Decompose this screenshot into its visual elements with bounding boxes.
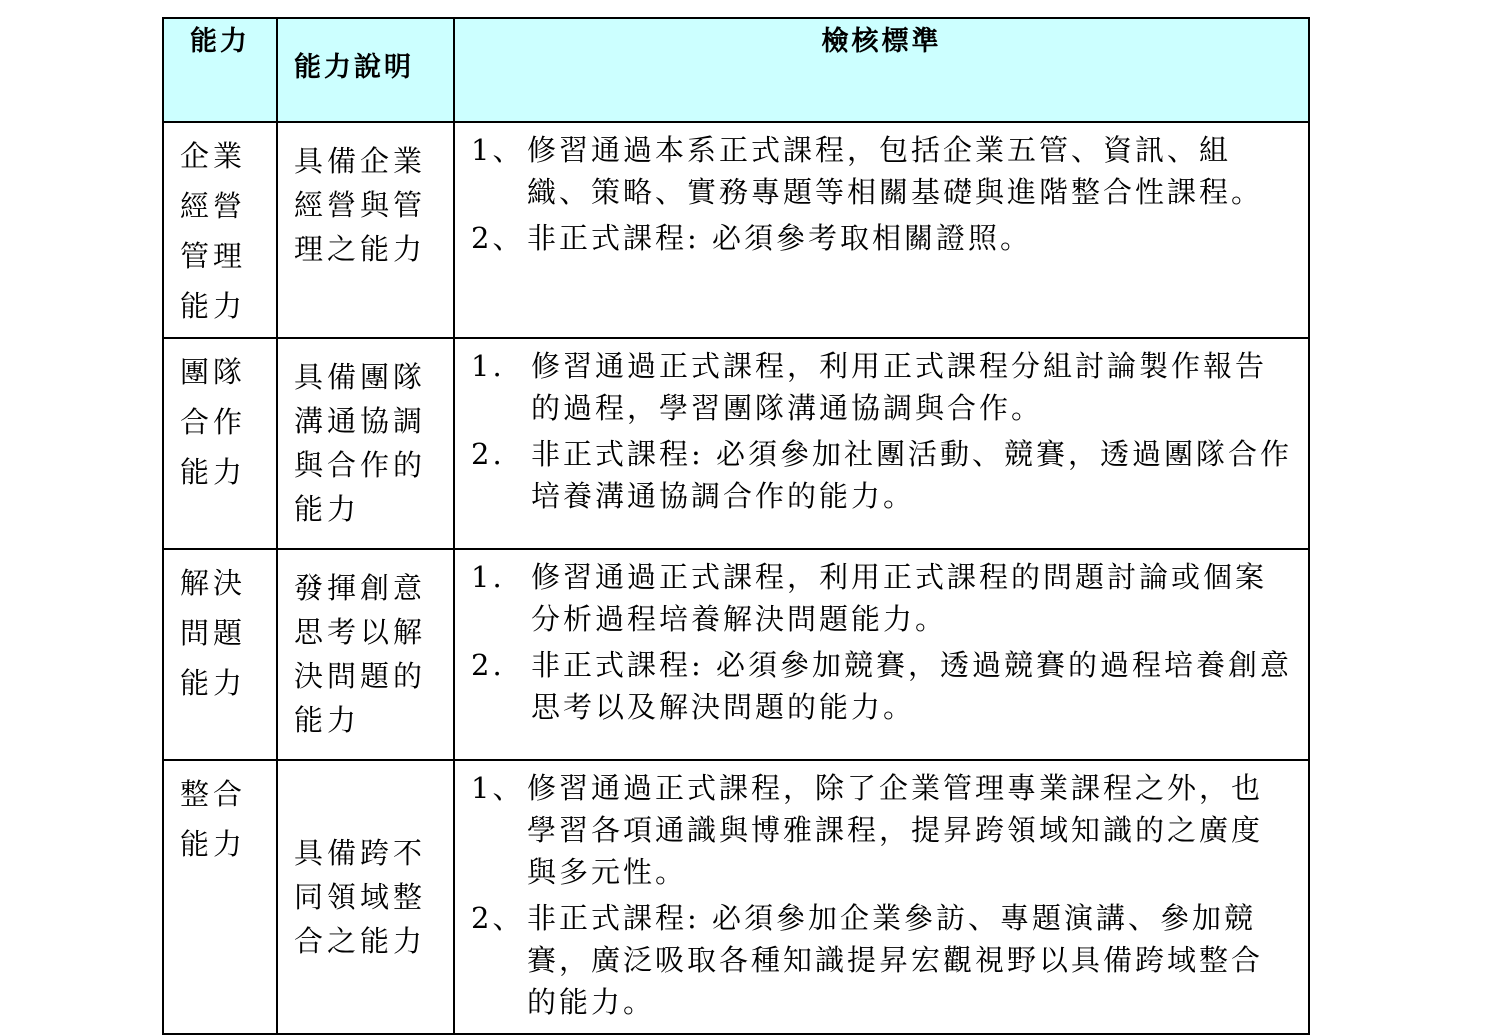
item-text: 非正式課程: 必須參加企業參訪、專題演講、參加競賽，廣泛吸取各種知識提昇宏觀視野以具備跨域整合的能力。 [527,901,1264,1019]
criteria-item [471,897,1294,1023]
item-number: 2. [471,648,505,682]
criteria-item [471,345,1294,429]
item-number: 1. [471,560,505,594]
item-text: 非正式課程: 必須參加社團活動、競賽，透過團隊合作培養溝通協調合作的能力。 [531,437,1292,513]
table-row [163,760,1309,1034]
criteria-item [471,556,1294,640]
header-ability: 能力 [163,18,277,122]
item-text: 修習通過正式課程，利用正式課程的問題討論或個案分析過程培養解決問題能力。 [531,560,1268,636]
item-text: 非正式課程: 必須參考取相關證照。 [527,221,1032,255]
item-number: 2、 [471,901,525,935]
criteria-item [471,433,1294,517]
description-cell: 具備團隊溝通協調與合作的能力 [277,338,454,549]
item-number: 2、 [471,221,525,255]
criteria-cell [454,549,1309,760]
criteria-item [471,767,1294,893]
criteria-cell [454,760,1309,1034]
criteria-cell [454,338,1309,549]
ability-cell: 解決問題能力 [163,549,277,760]
ability-cell: 團隊合作能力 [163,338,277,549]
item-number: 1、 [471,133,525,167]
ability-cell: 整合能力 [163,760,277,1034]
description-cell: 發揮創意思考以解決問題的能力 [277,549,454,760]
header-criteria: 檢核標準 [454,18,1309,122]
item-text: 修習通過正式課程，除了企業管理專業課程之外，也學習各項通識與博雅課程，提昇跨領域知識的之廣度與多元性。 [527,771,1264,889]
criteria-cell [454,122,1309,338]
item-number: 1. [471,349,505,383]
criteria-table [162,17,1310,1035]
table-row [163,122,1309,338]
item-number: 2. [471,437,505,471]
item-number: 1、 [471,771,525,805]
ability-cell: 企業經營管理能力 [163,122,277,338]
criteria-item [471,129,1294,213]
item-text: 修習通過正式課程，利用正式課程分組討論製作報告的過程，學習團隊溝通協調與合作。 [531,349,1268,425]
header-row [163,18,1309,122]
table-row [163,338,1309,549]
description-cell: 具備跨不同領域整合之能力 [277,760,454,1034]
header-description: 能力說明 [277,18,454,122]
item-text: 修習通過本系正式課程，包括企業五管、資訊、組織、策略、實務專題等相關基礎與進階整合性課程。 [527,133,1264,209]
item-text: 非正式課程: 必須參加競賽，透過競賽的過程培養創意思考以及解決問題的能力。 [531,648,1292,724]
criteria-item [471,644,1294,728]
criteria-item [471,217,1294,259]
table-row [163,549,1309,760]
description-cell: 具備企業經營與管理之能力 [277,122,454,338]
